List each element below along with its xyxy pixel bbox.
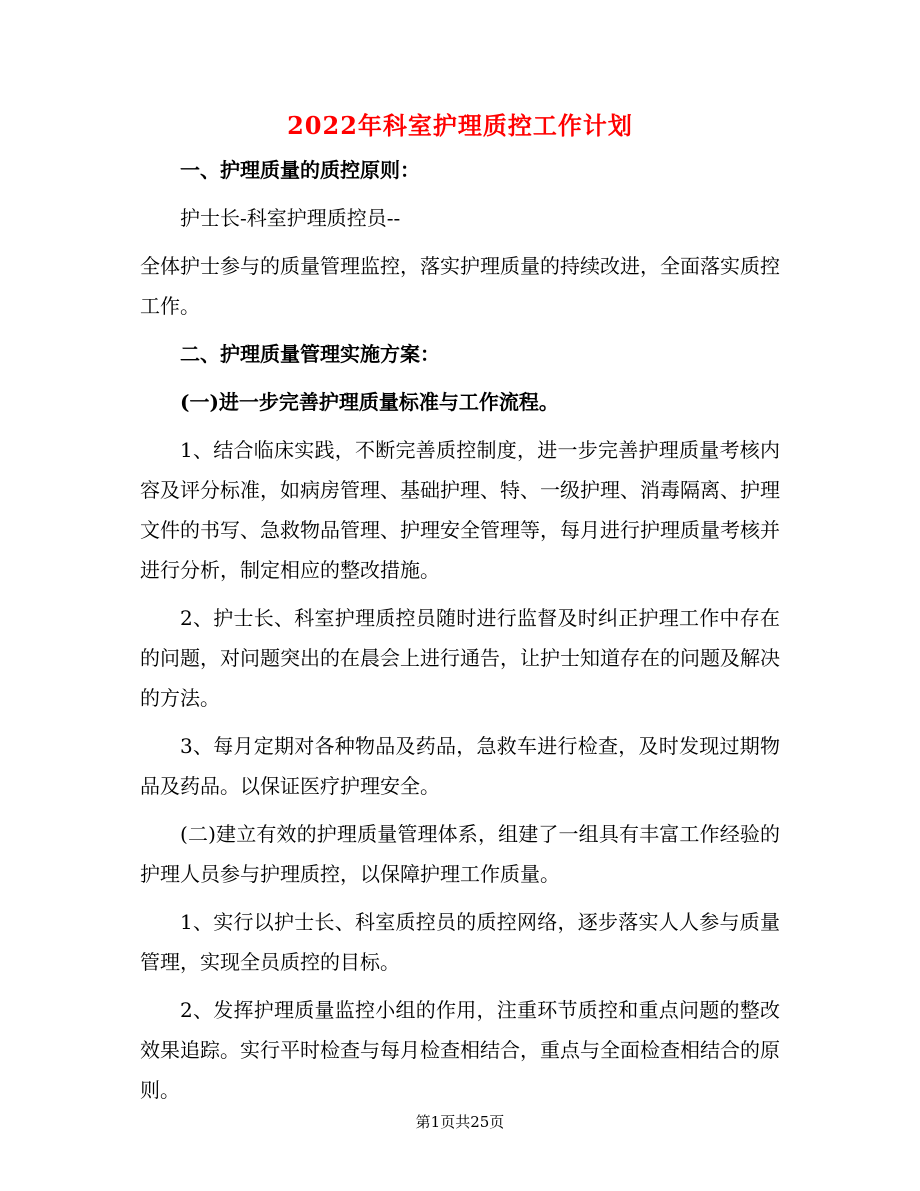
subsection-1-item-1: 1、结合临床实践，不断完善质控制度，进一步完善护理质量考核内容及评分标准，如病房管理、基础护理、特、一级护理、消毒隔离、护理文件的书写、急救物品管理、护理安全管理等，每月进行护理质量考核并进行分析，制定相应的整改措施。 [140, 438, 780, 582]
subsection-1-item-3: 3、每月定期对各种物品及药品，急救车进行检查，及时发现过期物品及药品。以保证医疗护理安全。 [140, 734, 780, 798]
subsection-1-heading: (一)进一步完善护理质量标准与工作流程。 [180, 390, 559, 414]
section-1-line-2: 全体护士参与的质量管理监控，落实护理质量的持续改进，全面落实质控工作。 [140, 254, 780, 318]
subsection-2-paragraph: (二)建立有效的护理质量管理体系，组建了一组具有丰富工作经验的护理人员参与护理质控，以保障护理工作质量。 [140, 822, 780, 886]
subsection-1-item-2: 2、护士长、科室护理质控员随时进行监督及时纠正护理工作中存在的问题，对问题突出的在晨会上进行通告，让护士知道存在的问题及解决的方法。 [140, 606, 780, 710]
subsection-2-item-1: 1、实行以护士长、科室质控员的质控网络，逐步落实人人参与质量管理，实现全员质控的目标。 [140, 910, 780, 974]
subsection-2-item-2: 2、发挥护理质量监控小组的作用，注重环节质控和重点问题的整改效果追踪。实行平时检查与每月检查相结合，重点与全面检查相结合的原则。 [140, 998, 780, 1102]
document-body [140, 150, 780, 1118]
section-1-line-1: 护士长-科室护理质控员-- [180, 206, 401, 230]
document-title: 2022年科室护理质控工作计划 [287, 111, 633, 140]
section-2-heading: 二、护理质量管理实施方案： [180, 342, 440, 366]
page-footer: 第1页共25页 [415, 1113, 505, 1131]
section-1-heading: 一、护理质量的质控原则： [180, 158, 420, 182]
